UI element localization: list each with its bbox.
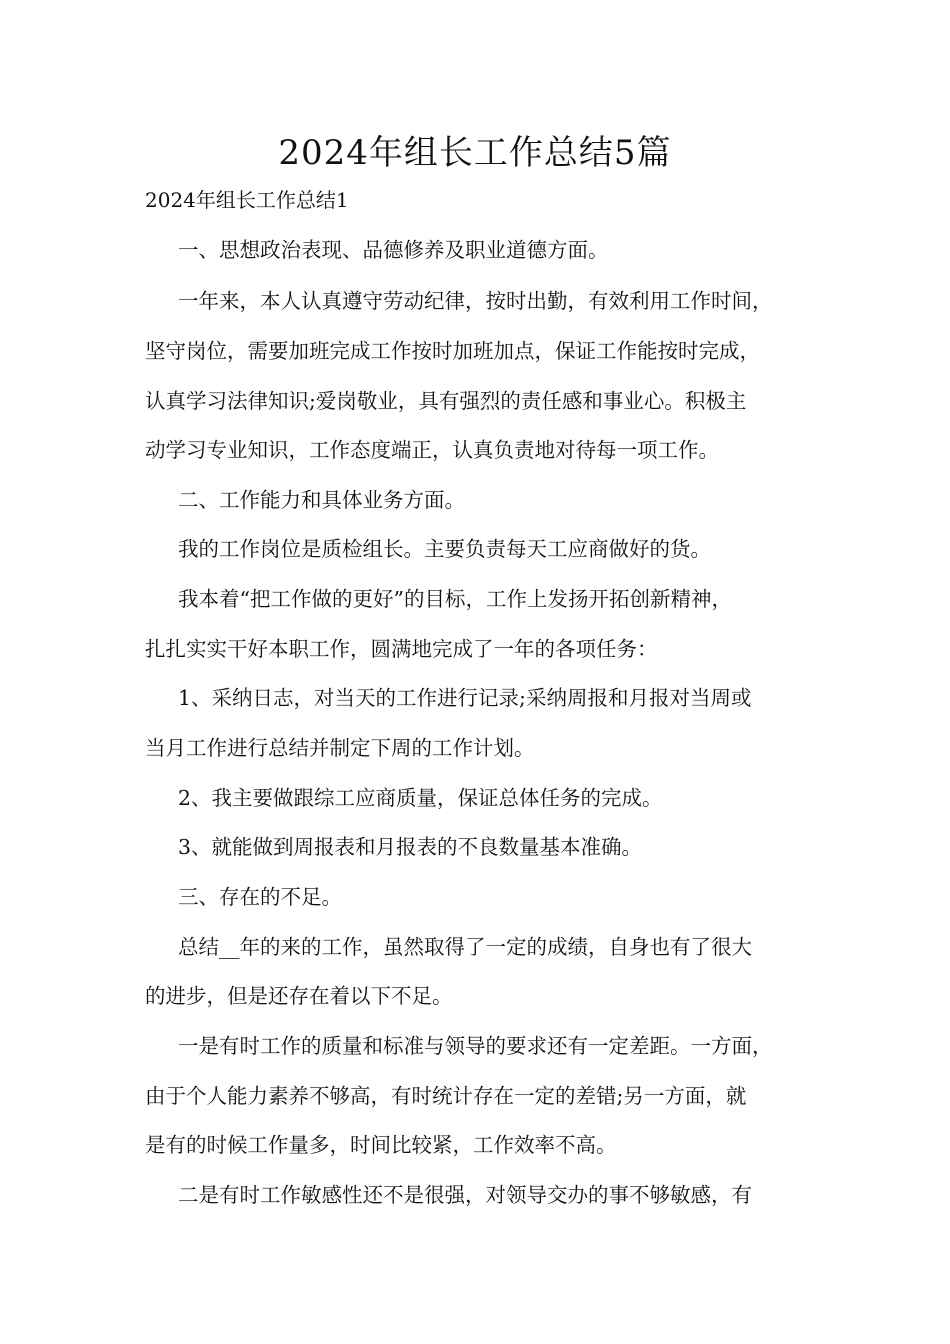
paragraph-line: 二是有时工作敏感性还不是很强，对领导交办的事不够敏感，有 xyxy=(178,1183,752,1207)
paragraph-line: 当月工作进行总结并制定下周的工作计划。 xyxy=(145,736,535,760)
paragraph-line: 我的工作岗位是质检组长。主要负责每天工应商做好的货。 xyxy=(178,537,711,561)
paragraph-line: 二、工作能力和具体业务方面。 xyxy=(178,488,465,512)
paragraph-line: 三、存在的不足。 xyxy=(178,885,342,909)
paragraph-line: 3、就能做到周报表和月报表的不良数量基本准确。 xyxy=(178,835,643,859)
paragraph-line: 是有的时候工作量多，时间比较紧，工作效率不高。 xyxy=(145,1133,617,1157)
paragraph-line: 坚守岗位，需要加班完成工作按时加班加点，保证工作能按时完成， xyxy=(145,339,760,363)
paragraph-line: 一、思想政治表现、品德修养及职业道德方面。 xyxy=(178,238,609,262)
paragraph-line: 认真学习法律知识;爱岗敬业，具有强烈的责任感和事业心。积极主 xyxy=(145,389,747,413)
paragraph-line: 一是有时工作的质量和标准与领导的要求还有一定差距。一方面， xyxy=(178,1034,773,1058)
paragraph-line: 1、采纳日志，对当天的工作进行记录;采纳周报和月报对当周或 xyxy=(178,686,752,710)
paragraph-line: 由于个人能力素养不够高，有时统计存在一定的差错;另一方面，就 xyxy=(145,1084,747,1108)
document-title: 2024年组长工作总结5篇 xyxy=(278,133,672,173)
paragraph-line: 动学习专业知识，工作态度端正，认真负责地对待每一项工作。 xyxy=(145,438,719,462)
paragraph-line: 总结__年的来的工作，虽然取得了一定的成绩，自身也有了很大 xyxy=(178,935,752,959)
paragraph-line: 2、我主要做跟综工应商质量，保证总体任务的完成。 xyxy=(178,786,663,810)
paragraph-line: 的进步，但是还存在着以下不足。 xyxy=(145,984,453,1008)
paragraph-line: 我本着“把工作做的更好”的目标，工作上发扬开拓创新精神， xyxy=(178,587,732,611)
paragraph-line: 一年来，本人认真遵守劳动纪律，按时出勤，有效利用工作时间， xyxy=(178,289,773,313)
section-heading: 2024年组长工作总结1 xyxy=(145,188,349,212)
paragraph-line: 扎扎实实干好本职工作，圆满地完成了一年的各项任务： xyxy=(145,637,658,661)
